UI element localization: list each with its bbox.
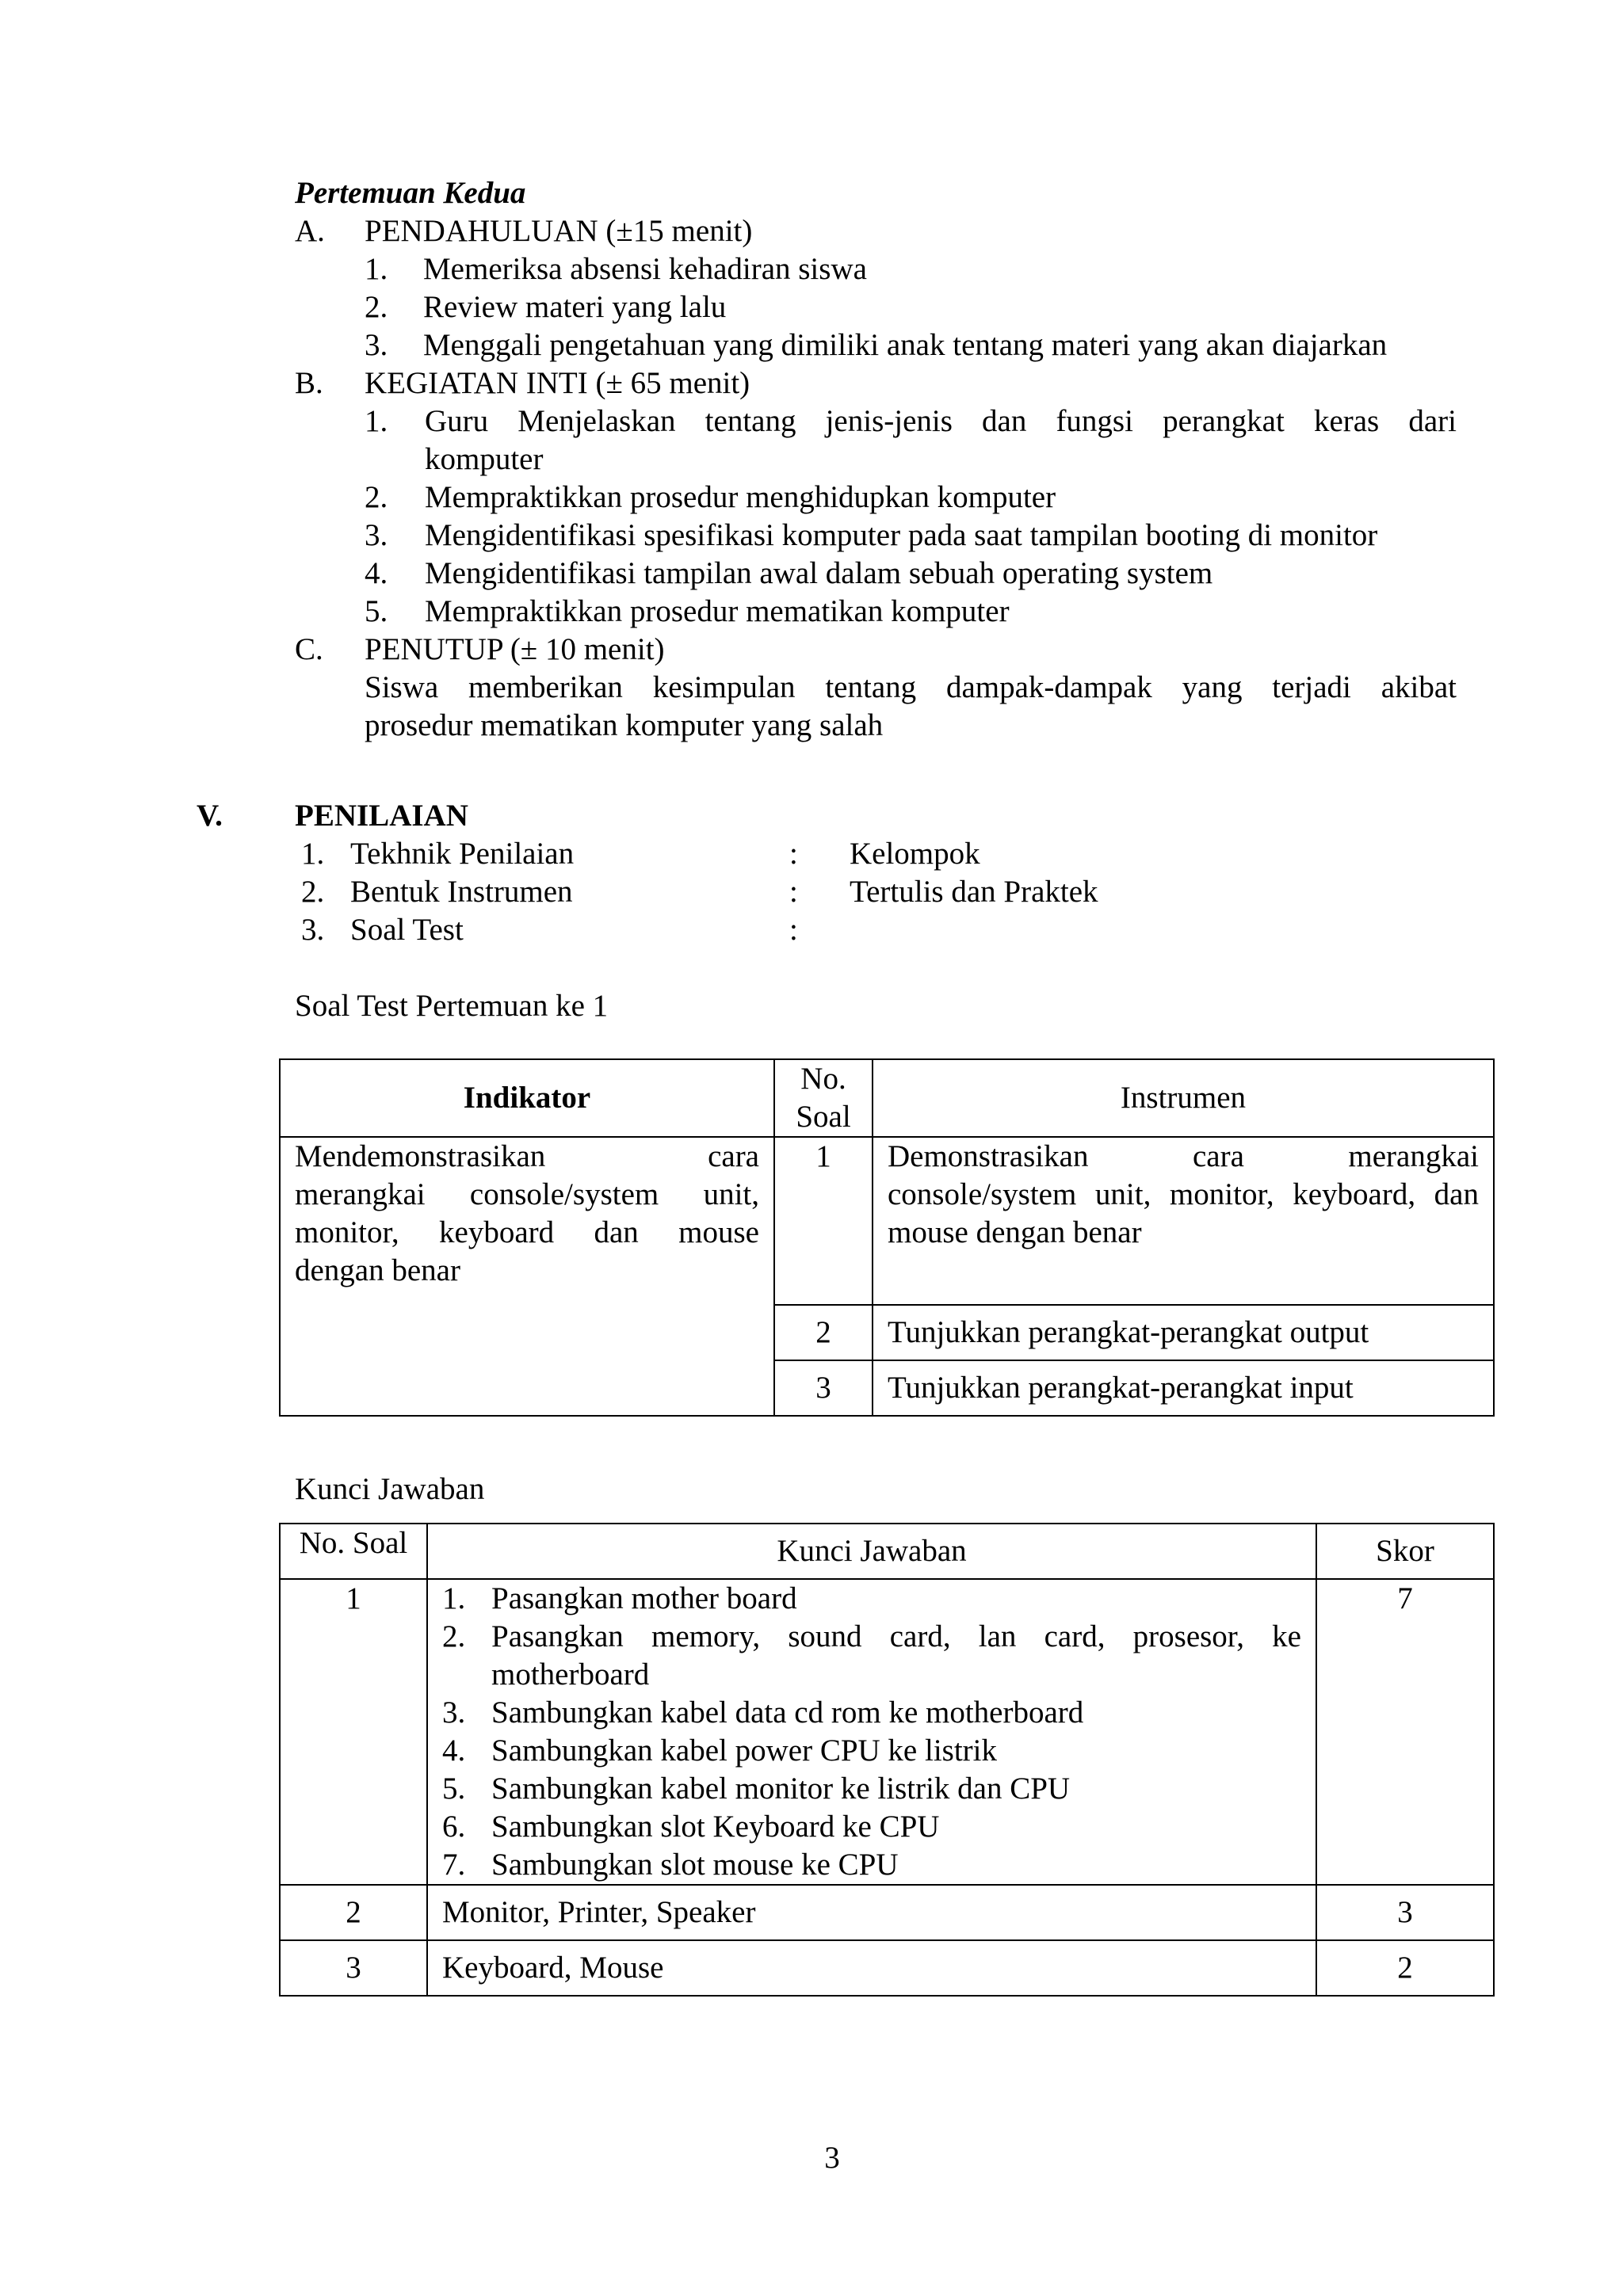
meeting-title: Pertemuan Kedua (295, 176, 526, 210)
section-b-title: KEGIATAN INTI (± 65 menit) (365, 366, 750, 400)
list-item: 7. Sambungkan slot mouse ke CPU (442, 1848, 899, 1882)
penilaian-num: 3. (301, 913, 325, 947)
section-b-item-num: 5. (365, 594, 388, 628)
section-a-item-num: 1. (365, 252, 388, 286)
soal-no: 3 (774, 1360, 873, 1416)
section-b-item: Mengidentifikasi tampilan awal dalam sebuah operating system (425, 556, 1213, 590)
section-b-item: Mempraktikkan prosedur mematikan komputer (425, 594, 1010, 628)
kunci-skor: 3 (1316, 1885, 1494, 1940)
section-b-letter: B. (295, 366, 323, 400)
list-item: 1. Pasangkan mother board (442, 1581, 797, 1615)
section-b-item: Mengidentifikasi spesifikasi komputer pada saat tampilan booting di monitor (425, 518, 1378, 552)
instrumen-cell: Tunjukkan perangkat-perangkat input (873, 1360, 1494, 1416)
penilaian-label: Tekhnik Penilaian (350, 837, 575, 871)
soal-test-caption: Soal Test Pertemuan ke 1 (295, 989, 609, 1023)
section-c-title: PENUTUP (± 10 menit) (365, 632, 665, 666)
penilaian-value: Tertulis dan Praktek (850, 875, 1098, 909)
header-no-soal: No. Soal (280, 1524, 427, 1579)
header-indikator: Indikator (280, 1059, 774, 1137)
list-item: 6. Sambungkan slot Keyboard ke CPU (442, 1810, 940, 1844)
penilaian-colon: : (789, 875, 798, 909)
penilaian-label: Bentuk Instrumen (350, 875, 573, 909)
section-a-item: Review materi yang lalu (423, 290, 727, 324)
kunci-no: 1 (280, 1579, 427, 1885)
penilaian-label: Soal Test (350, 913, 464, 947)
kunci-answer: Monitor, Printer, Speaker (427, 1885, 1316, 1940)
section-a-item: Menggali pengetahuan yang dimiliki anak tentang materi yang akan diajarkan (423, 328, 1388, 362)
section-c-letter: C. (295, 632, 323, 666)
penilaian-colon: : (789, 837, 798, 871)
header-kunci: Kunci Jawaban (427, 1524, 1316, 1579)
header-skor: Skor (1316, 1524, 1494, 1579)
indikator-cell: Mendemonstrasikan cara merangkai console/system unit, monitor, keyboard dan mouse dengan benar (280, 1137, 774, 1416)
penilaian-roman: V. (197, 799, 223, 833)
section-b-item-num: 3. (365, 518, 388, 552)
list-item: 4. Sambungkan kabel power CPU ke listrik (442, 1733, 997, 1768)
penilaian-value: Kelompok (850, 837, 980, 871)
kunci-skor: 7 (1316, 1579, 1494, 1885)
list-item: 5. Sambungkan kabel monitor ke listrik dan CPU (442, 1772, 1071, 1806)
soal-no: 1 (774, 1137, 873, 1305)
section-a-item-num: 2. (365, 290, 388, 324)
kunci-table (279, 1523, 1495, 1997)
kunci-caption: Kunci Jawaban (295, 1472, 485, 1506)
page-number: 3 (824, 2141, 840, 2175)
penilaian-num: 1. (301, 837, 325, 871)
soal-no: 2 (774, 1305, 873, 1360)
section-b-item: Mempraktikkan prosedur menghidupkan komputer (425, 480, 1056, 514)
section-a-item-num: 3. (365, 328, 388, 362)
header-instrumen: Instrumen (873, 1059, 1494, 1137)
section-b-item-num: 4. (365, 556, 388, 590)
section-b-item: Guru Menjelaskan tentang jenis-jenis dan fungsi perangkat keras dari (425, 404, 1457, 438)
kunci-answer: Keyboard, Mouse (427, 1940, 1316, 1996)
section-c-text: Siswa memberikan kesimpulan tentang dampak-dampak yang terjadi akibat (365, 670, 1457, 704)
section-a-title: PENDAHULUAN (±15 menit) (365, 214, 753, 248)
kunci-skor: 2 (1316, 1940, 1494, 1996)
list-item: 3. Sambungkan kabel data cd rom ke motherboard (442, 1695, 1084, 1730)
section-b-item-num: 2. (365, 480, 388, 514)
header-no-soal: No. Soal (774, 1059, 873, 1137)
section-c-text-cont: prosedur mematikan komputer yang salah (365, 708, 884, 742)
kunci-steps-cell (427, 1579, 1316, 1885)
section-b-item-cont: komputer (425, 442, 544, 476)
section-a-item: Memeriksa absensi kehadiran siswa (423, 252, 867, 286)
penilaian-num: 2. (301, 875, 325, 909)
list-item: 2. Pasangkan memory, sound card, lan card, prosesor, ke motherboard (442, 1619, 1301, 1691)
soal-test-table (279, 1058, 1495, 1417)
kunci-no: 2 (280, 1885, 427, 1940)
penilaian-colon: : (789, 913, 798, 947)
section-a-letter: A. (295, 214, 325, 248)
kunci-steps-list (442, 1580, 1301, 1884)
kunci-no: 3 (280, 1940, 427, 1996)
instrumen-cell: Demonstrasikan cara merangkai console/system unit, monitor, keyboard, dan mouse dengan benar (873, 1137, 1494, 1305)
penilaian-title: PENILAIAN (295, 799, 468, 833)
instrumen-cell: Tunjukkan perangkat-perangkat output (873, 1305, 1494, 1360)
section-b-item-num: 1. (365, 404, 388, 438)
